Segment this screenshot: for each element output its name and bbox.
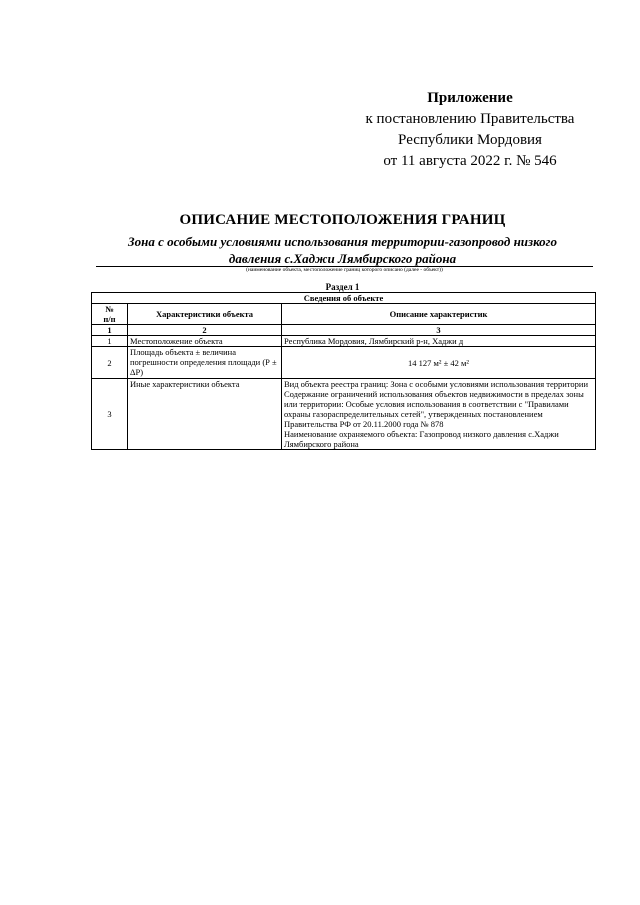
row-1-description: Республика Мордовия, Лямбирский р-н, Хаджи д xyxy=(282,336,596,347)
document-subtitle xyxy=(90,233,595,267)
row-3-characteristic: Иные характеристики объекта xyxy=(128,379,282,450)
row-1-num: 1 xyxy=(92,336,128,347)
row-3-description-line-2: Содержание ограничений использования объектов недвижимости в пределах зоны или территории: Особые условия использования в соответствии с "Правилами охраны газораспределительных сетей", утвержденных постановлением Правительства РФ от 20.11.2000 года № 878 xyxy=(284,389,584,429)
header-num: № п/п xyxy=(92,304,128,325)
appendix-line-2: Республики Мордовия xyxy=(398,132,542,148)
table-row xyxy=(92,336,596,347)
subtitle-caption: (наименование объекта, местоположение границ которого описано (далее - объект)) xyxy=(246,267,443,273)
document-subtitle-line-1: Зона с особыми условиями использования территории-газопровод низкого xyxy=(128,234,557,249)
column-number-2: 2 xyxy=(128,325,282,336)
column-number-3: 3 xyxy=(282,325,596,336)
row-2-description: 14 127 м² ± 42 м² xyxy=(282,347,596,379)
appendix-line-3: от 11 августа 2022 г. № 546 xyxy=(383,153,557,169)
object-info-table xyxy=(91,292,596,450)
appendix-line-1: к постановлению Правительства xyxy=(365,111,575,127)
table-caption: Сведения об объекте xyxy=(92,293,596,304)
row-1-characteristic: Местоположение объекта xyxy=(128,336,282,347)
table-row xyxy=(92,379,596,450)
appendix-title: Приложение xyxy=(427,90,513,106)
document-title: ОПИСАНИЕ МЕСТОПОЛОЖЕНИЯ ГРАНИЦ xyxy=(179,212,506,228)
document-subtitle-line-2: давления с.Хаджи Лямбирского района xyxy=(228,251,457,266)
header-description: Описание характеристик xyxy=(282,304,596,325)
column-number-row xyxy=(92,325,596,336)
row-3-description-line-1: Вид объекта реестра границ: Зона с особыми условиями использования территории xyxy=(284,379,589,389)
header-characteristic: Характеристики объекта xyxy=(128,304,282,325)
appendix-header xyxy=(350,90,590,172)
section-title: Раздел 1 xyxy=(325,282,360,292)
table-header-row xyxy=(92,304,596,325)
row-3-description-line-3: Наименование охраняемого объекта: Газопровод низкого давления с.Хаджи Лямбирского района xyxy=(284,429,559,449)
table-row xyxy=(92,347,596,379)
table-caption-row xyxy=(92,293,596,304)
row-3-num: 3 xyxy=(92,379,128,450)
column-number-1: 1 xyxy=(92,325,128,336)
row-3-description xyxy=(282,379,596,450)
row-2-characteristic: Площадь объекта ± величина погрешности определения площади (Р ± ΔР) xyxy=(128,347,282,379)
row-2-num: 2 xyxy=(92,347,128,379)
